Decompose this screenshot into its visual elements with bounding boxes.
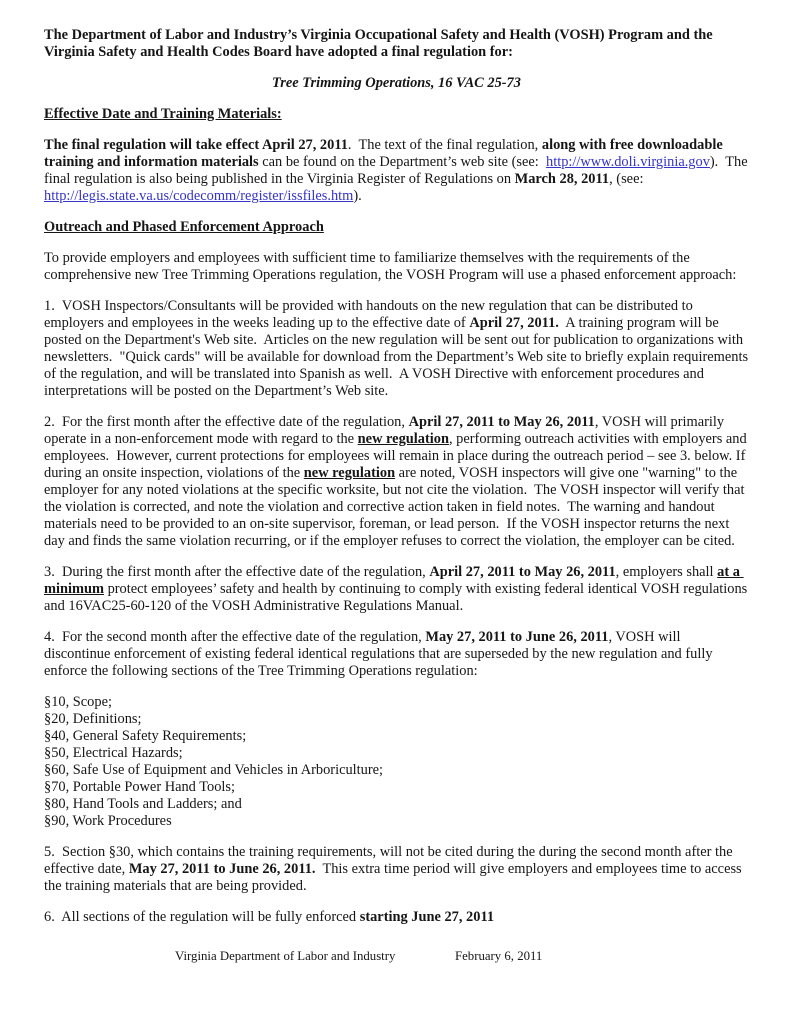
text-run: The final regulation will take effect April 27, 2011 bbox=[44, 137, 348, 153]
footer-date: February 6, 2011 bbox=[455, 949, 543, 963]
text-run: protect employees’ safety and health by continuing to comply with existing federal identical VOSH regulations and 16VAC25-60-120 of the VOSH Administrative Regulations Manual. bbox=[44, 581, 751, 614]
text-run: The Department of Labor and Industry’s Virginia Occupational Safety and Health (VOSH) Program and the Virginia Safety and Health Codes Board have adopted a final regulation for: bbox=[44, 27, 716, 60]
text-run: new regulation bbox=[303, 465, 396, 481]
section-list-item: §70, Portable Power Hand Tools; bbox=[44, 779, 235, 795]
section-list-item: §60, Safe Use of Equipment and Vehicles in Arboriculture; bbox=[44, 762, 384, 778]
text-run: April 27, 2011 to May 26, 2011 bbox=[429, 564, 616, 580]
text-run: 3. During the first month after the effective date of the regulation, bbox=[44, 564, 430, 580]
effective-date-heading bbox=[44, 106, 749, 123]
section-list-item: §10, Scope; bbox=[44, 694, 112, 710]
intro-statement bbox=[44, 27, 749, 61]
footer-organization: Virginia Department of Labor and Industry bbox=[175, 949, 396, 963]
phase-item-6 bbox=[44, 909, 749, 926]
section-list-item: §40, General Safety Requirements; bbox=[44, 728, 247, 744]
text-run: , (see: bbox=[609, 171, 648, 187]
outreach-intro-paragraph bbox=[44, 250, 749, 284]
text-run: May 27, 2011 to June 26, 2011 bbox=[425, 629, 609, 645]
phase-item-5 bbox=[44, 844, 749, 895]
hyperlink[interactable]: http://www.doli.virginia.gov bbox=[546, 154, 710, 170]
text-run: , VOSH will primarily operate in a non-enforcement mode with regard to the bbox=[44, 414, 728, 447]
regulation-sections-list bbox=[44, 694, 749, 830]
text-run: April 27, 2011. bbox=[469, 315, 559, 331]
text-run: . The text of the final regulation, bbox=[347, 137, 542, 153]
text-run: Tree Trimming Operations, 16 VAC 25-73 bbox=[272, 75, 521, 91]
text-run: starting June 27, 2011 bbox=[359, 909, 495, 925]
phase-item-4 bbox=[44, 629, 749, 680]
text-run: To provide employers and employees with sufficient time to familiarize themselves with the requirements of the comprehensive new Tree Trimming Operations regulation, the VOSH Program will use a phased enforcement approach: bbox=[44, 250, 737, 283]
text-run: 1. VOSH Inspectors/Consultants will be provided with handouts on the new regulation that can be distributed to employers and employees in the weeks leading up to the effective date of bbox=[44, 298, 697, 331]
text-run: ). bbox=[353, 188, 362, 204]
phase-item-3 bbox=[44, 564, 749, 615]
text-run: May 27, 2011 to June 26, 2011. bbox=[128, 861, 316, 877]
phase-item-2 bbox=[44, 414, 749, 550]
text-run: 5. Section §30, which contains the training requirements, will not be cited during the during the second month after the effective date, bbox=[44, 844, 737, 877]
text-run: are noted, VOSH inspectors will give one "warning" to the employer for any noted violations at the specific worksite, but not cite the violation. The VOSH inspector will verify that the violation is corrected, and note the violation and corrective action taken in field notes. The warning and handout materials need to be provided to an on-site supervisor, foreman, or lead person. If the VOSH inspector returns the next day and finds the same violation recurring, or if the employer refuses to correct the violation, the employer can be cited. bbox=[44, 465, 749, 549]
text-run: at a minimum bbox=[44, 564, 744, 597]
text-run: can be found on the Department’s web site (see: bbox=[258, 154, 546, 170]
text-run: along with free downloadable training and information materials bbox=[44, 137, 727, 170]
outreach-heading bbox=[44, 219, 749, 236]
text-run: March 28, 2011 bbox=[514, 171, 610, 187]
document-title bbox=[44, 75, 749, 92]
text-run: , employers shall bbox=[615, 564, 718, 580]
text-run: Effective Date and Training Materials: bbox=[44, 106, 282, 122]
text-run: This extra time period will give employers and employees time to access the training materials that are being provided. bbox=[44, 861, 746, 894]
text-run: new regulation bbox=[357, 431, 449, 447]
section-list-item: §90, Work Procedures bbox=[44, 813, 172, 829]
section-list-item: §50, Electrical Hazards; bbox=[44, 745, 183, 761]
text-run: April 27, 2011 to May 26, 2011 bbox=[408, 414, 595, 430]
text-run: 4. For the second month after the effective date of the regulation, bbox=[44, 629, 426, 645]
effective-date-paragraph bbox=[44, 137, 752, 205]
text-run: A training program will be posted on the Department's Web site. Articles on the new regulation will be sent out for publication to organizations with newsletters. "Quick cards" will be available for download from the Department’s Web site to briefly explain requirements of the regulation, and will be translated into Spanish as well. A VOSH Directive with enforcement procedures and interpretations will be posted on the Department’s Web site. bbox=[44, 315, 752, 399]
section-list-item: §80, Hand Tools and Ladders; and bbox=[44, 796, 242, 812]
text-run: , performing outreach activities with employers and employees. However, current protections for employees will remain in place during the outreach period – see 3. below. If during an onsite inspection, violations of the bbox=[44, 431, 751, 481]
hyperlink[interactable]: http://legis.state.va.us/codecomm/register/issfiles.htm bbox=[44, 188, 354, 204]
text-run: 6. All sections of the regulation will be fully enforced bbox=[44, 909, 360, 925]
text-run: 2. For the first month after the effective date of the regulation, bbox=[44, 414, 409, 430]
text-run: Outreach and Phased Enforcement Approach bbox=[44, 219, 324, 235]
phase-item-1 bbox=[44, 298, 752, 400]
text-run: , VOSH will discontinue enforcement of existing federal identical regulations that are superseded by the new regulation and fully enforce the following sections of the Tree Trimming Operations regulation: bbox=[44, 629, 717, 679]
text-run: ). The final regulation is also being published in the Virginia Register of Regulations on bbox=[44, 154, 752, 187]
section-list-item: §20, Definitions; bbox=[44, 711, 142, 727]
